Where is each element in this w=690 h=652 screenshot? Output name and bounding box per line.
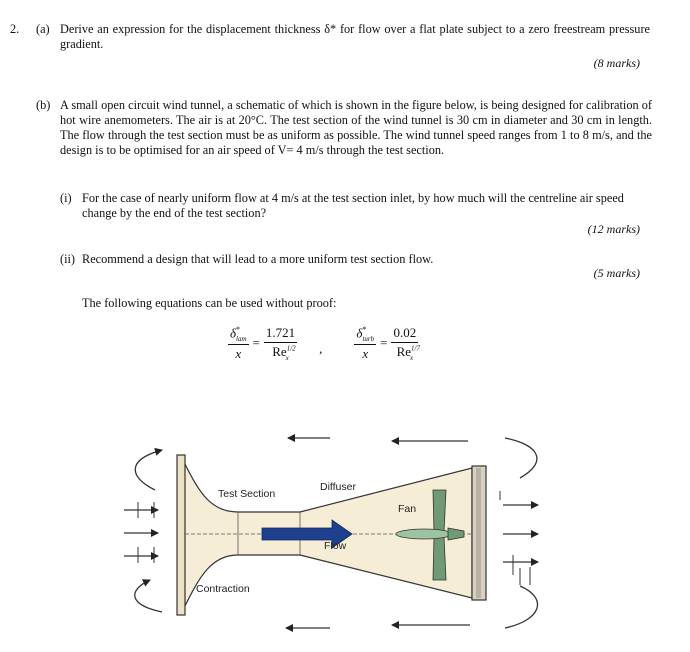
return-arc-left-bottom: [135, 580, 162, 612]
equations-intro: The following equations can be used without proof:: [82, 296, 337, 310]
part-a-marks: (8 marks): [593, 56, 640, 70]
question-number: 2.: [10, 22, 20, 36]
label-test-section: Test Section: [218, 488, 276, 500]
fan-blade-top: [433, 490, 446, 532]
sub-i-label: (i): [60, 191, 72, 205]
return-arc-right-top: [505, 438, 537, 478]
wind-tunnel-figure: [0, 420, 690, 652]
lam-rhs-fraction: $\frac{1.721}{Re^{1/2}_x}$: [265, 325, 296, 362]
label-diffuser: Diffuser: [320, 481, 356, 493]
sub-ii-marks: (5 marks): [593, 266, 640, 280]
equations: $\frac{\delta^*_{lam}}{x}$ = $\frac{1.721}{Re^{1/2}_x}$ , $\frac{\delta^*_{turb}}{x}$ = $\frac{0.02}{Re^{1/7}_x}$: [230, 325, 420, 362]
part-a-label: (a): [36, 22, 50, 36]
label-fan: Fan: [398, 503, 417, 515]
turb-lhs-fraction: $\frac{\delta^*_{turb}}{x}$: [356, 325, 375, 361]
return-arc-right-bottom: [505, 586, 538, 628]
part-a-text: Derive an expression for the displacement thickness δ* for flow over a flat plate subject to a zero freestream pressure gradient.: [60, 22, 650, 51]
outlet-ring-inner: [476, 468, 481, 598]
turb-rhs-fraction: $\frac{0.02}{Re^{1/7}_x}$: [393, 325, 420, 362]
label-flow: Flow: [324, 540, 347, 552]
sub-ii-label: (ii): [60, 252, 76, 266]
part-b-label: (b): [36, 98, 51, 112]
fan-blade-bottom: [433, 536, 446, 580]
equation-separator: ,: [319, 341, 323, 357]
fan-hub: [396, 529, 452, 539]
part-b-text: A small open circuit wind tunnel, a schematic of which is shown in the figure below, is being designed for calibration of hot wire anemometers. The air is at 20°C. The test section of the wind tunnel is 30 cm in diameter and 30 cm in length. The flow through the test section must be as uniform as possible. The wind tunnel speed ranges from 1 to 8 m/s, and the design is to be optimised for an air speed of V= 4 m/s through the test section.: [60, 98, 652, 157]
return-arc-left-top: [135, 450, 162, 490]
sub-i-marks: (12 marks): [587, 222, 640, 236]
inlet-flange: [177, 455, 185, 615]
label-contraction: Contraction: [196, 583, 250, 595]
lam-lhs-fraction: $\frac{\delta^*_{lam}}{x}$: [230, 325, 247, 361]
sub-i-text: For the case of nearly uniform flow at 4 m/s at the test section inlet, by how much will the centreline air speed change by the end of the test section?: [82, 191, 624, 220]
sub-ii-text: Recommend a design that will lead to a more uniform test section flow.: [82, 252, 434, 266]
